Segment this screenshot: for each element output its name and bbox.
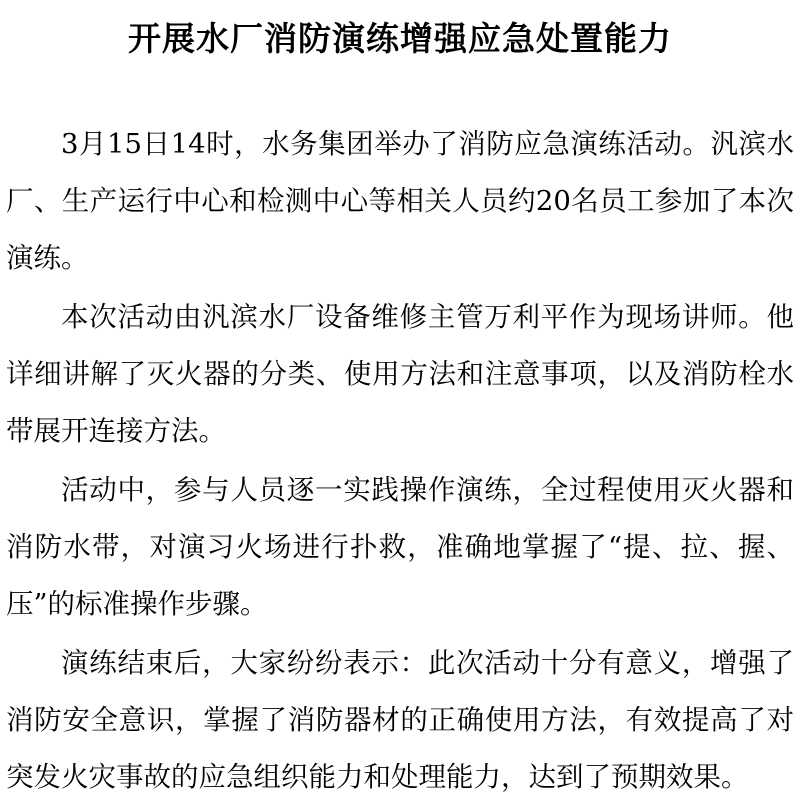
paragraph-event-intro: 3月15日14时，水务集团举办了消防应急演练活动。汎滨水厂、生产运行中心和检测中心等相关人员约20名员工参加了本次演练。 — [6, 128, 794, 274]
article-title: 开展水厂消防演练增强应急处置能力 — [128, 19, 672, 58]
paragraph-conclusion: 演练结束后，大家纷纷表示：此次活动十分有意义，增强了消防安全意识，掌握了消防器材的正确使用方法，有效提高了对突发火灾事故的应急组织能力和处理能力，达到了预期效果。 — [6, 647, 794, 793]
paragraph-practice: 活动中，参与人员逐一实践操作演练，全过程使用灭火器和消防水带，对演习火场进行扑救，准确地掌握了“提、拉、握、压”的标准操作步骤。 — [6, 474, 794, 620]
paragraph-instructor: 本次活动由汎滨水厂设备维修主管万利平作为现场讲师。他详细讲解了灭火器的分类、使用方法和注意事项，以及消防栓水带展开连接方法。 — [6, 301, 794, 447]
article-body — [6, 116, 794, 806]
